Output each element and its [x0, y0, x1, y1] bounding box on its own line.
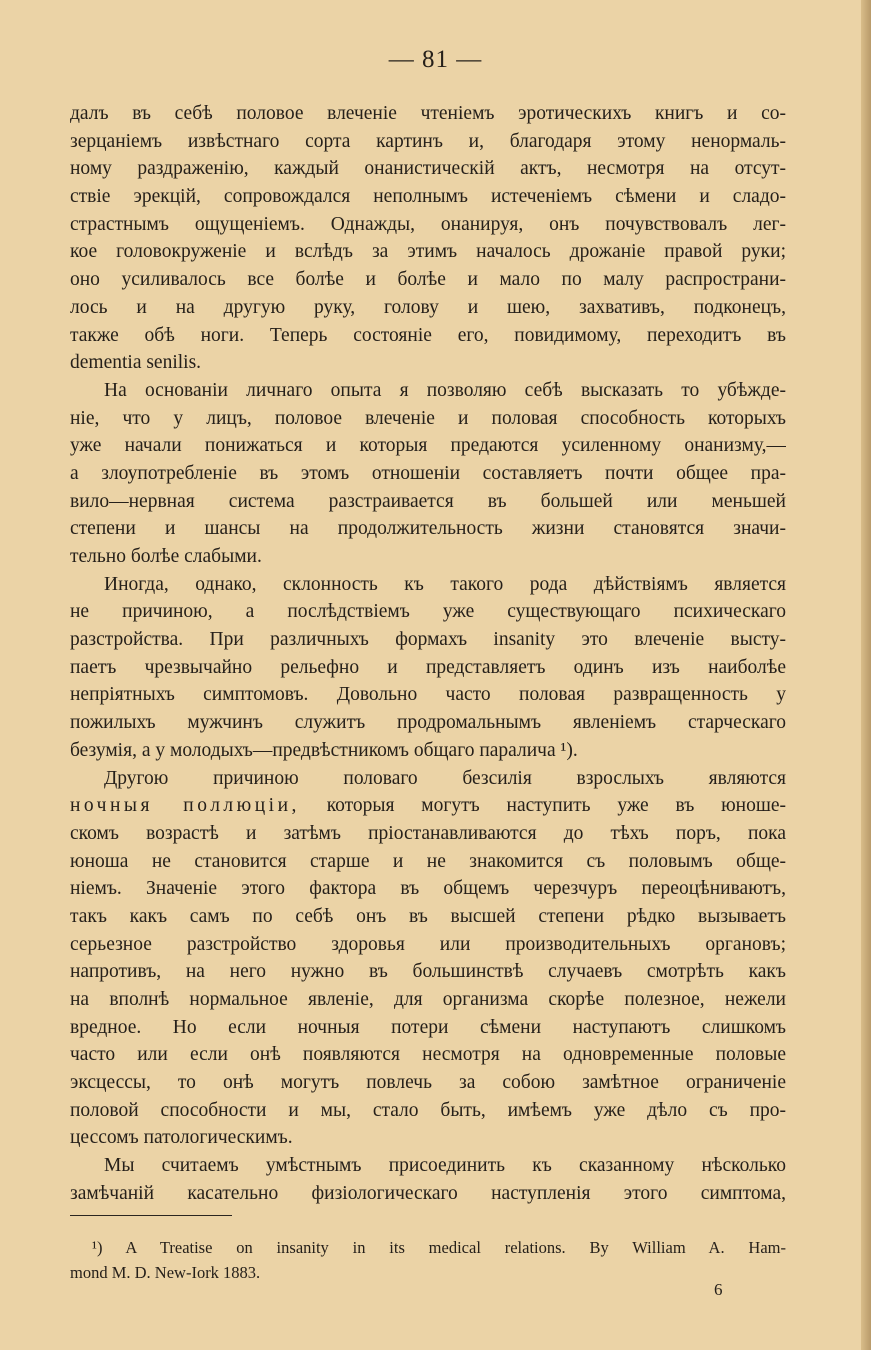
text-line: часто или если онѣ появляются несмотря на одновременные половые [70, 1044, 786, 1066]
text-line: далъ въ себѣ половое влеченіе чтеніемъ эротическихъ книгъ и со- [70, 103, 786, 124]
text-line: половой способности и мы, стало быть, имѣемъ уже дѣло съ про- [70, 1099, 786, 1121]
text-line: цессомъ патологическимъ. [70, 1127, 293, 1149]
text-line: не причиною, а послѣдствіемъ уже существующаго психическаго [70, 601, 786, 623]
text-line: скомъ возрастѣ и затѣмъ пріостанавливаются до тѣхъ поръ, пока [70, 822, 786, 844]
text-line: также обѣ ноги. Теперь состояніе его, повидимому, переходитъ въ [70, 324, 786, 346]
text-line: уже начали понижаться и которыя предаются усиленному онанизму,— [70, 435, 786, 457]
text-line: вило—нервная система разстраивается въ большей или меньшей [70, 490, 786, 512]
text-line: эксцессы, то онѣ могутъ повлечь за собою замѣтное ограниченіе [70, 1072, 786, 1094]
text-line: лось и на другую руку, голову и шею, захвативъ, подконецъ, [70, 296, 786, 318]
footnote [70, 1235, 786, 1285]
text-line: степени и шансы на продолжительность жизни становятся значи- [70, 518, 786, 540]
text-line: юноша не становится старше и не знакомится съ половымъ обще- [70, 850, 786, 872]
text-line: серьезное разстройство здоровья или производительныхъ органовъ; [70, 933, 786, 955]
paragraph-start: На основаніи личнаго опыта я позволяю себѣ высказать то убѣжде- [104, 379, 786, 401]
text-line: ніемъ. Значеніе этого фактора въ общемъ черезчуръ переоцѣниваютъ, [70, 878, 786, 900]
text-line-spaced [70, 792, 786, 820]
text-line: dementia senilis. [70, 352, 202, 374]
paragraph-start: Мы считаемъ умѣстнымъ присоединить къ сказанному нѣсколько [104, 1155, 786, 1177]
page-edge [861, 0, 871, 1350]
text-line: ніе, что у лицъ, половое влеченіе и половая способность которыхъ [70, 407, 786, 429]
text-line: непріятныхъ симптомовъ. Довольно часто половая развращенность у [70, 684, 786, 706]
text-line: замѣчаній касательно физіологическаго наступленія этого симптома, [70, 1182, 786, 1204]
text-line: ствіе эрекцій, сопровождался неполнымъ истеченіемъ сѣмени и сладо- [70, 186, 786, 208]
text-line: на вполнѣ нормальное явленіе, для организма скорѣе полезное, нежели [70, 989, 786, 1010]
text-line: страстнымъ ощущеніемъ. Однажды, онанируя, онъ почувствовалъ лег- [70, 213, 786, 235]
footnote-divider [70, 1215, 232, 1216]
text-line: кое головокруженіе и вслѣдъ за этимъ началось дрожаніе правой руки; [70, 241, 786, 263]
text-line: такъ какъ самъ по себѣ онъ въ высшей степени рѣдко вызываетъ [70, 905, 786, 927]
text-line: пожилыхъ мужчинъ служитъ продромальнымъ явленіемъ старческаго [70, 712, 786, 734]
text-line: вредное. Но если ночныя потери сѣмени наступаютъ слишкомъ [70, 1016, 786, 1038]
text-line: тельно болѣе слабыми. [70, 546, 262, 567]
paragraph-start: Другою причиною половаго безсилія взрослыхъ являются [104, 767, 786, 789]
text-line: паетъ чрезвычайно рельефно и представляетъ одинъ изъ наиболѣе [70, 656, 786, 678]
text-line: а злоупотребленіе въ этомъ отношеніи составляетъ почти общее пра- [70, 462, 786, 484]
page-number: — 81 — [388, 46, 483, 73]
text-line: безумія, а у молодыхъ—предвѣстникомъ общаго паралича ¹). [70, 739, 578, 761]
footnote-line: mond M. D. New-Iork 1883. [70, 1263, 261, 1282]
text-line-rest: которыя могутъ наступить уже въ юноше- [299, 795, 786, 817]
spaced-term: ночныя поллюціи, [70, 795, 300, 817]
text-line: оно усиливалось все болѣе и болѣе и мало по малу распространи- [70, 269, 786, 291]
text-line: зерцаніемъ извѣстнаго сорта картинъ и, благодаря этому ненормаль- [70, 130, 786, 152]
text-line: напротивъ, на него нужно въ большинствѣ случаевъ смотрѣть какъ [70, 961, 786, 983]
footnote-line: ¹) A Treatise on insanity in its medical relations. By William A. Ham- [92, 1238, 786, 1257]
body-text [70, 100, 786, 1208]
text-line: ному раздраженію, каждый онанистическій актъ, несмотря на отсут- [70, 158, 786, 180]
text-line: разстройства. При различныхъ формахъ insanity это влеченіе высту- [70, 629, 786, 651]
signature-mark: 6 [714, 1280, 723, 1299]
paragraph-start: Иногда, однако, склонность къ такого рода дѣйствіямъ является [104, 573, 786, 595]
